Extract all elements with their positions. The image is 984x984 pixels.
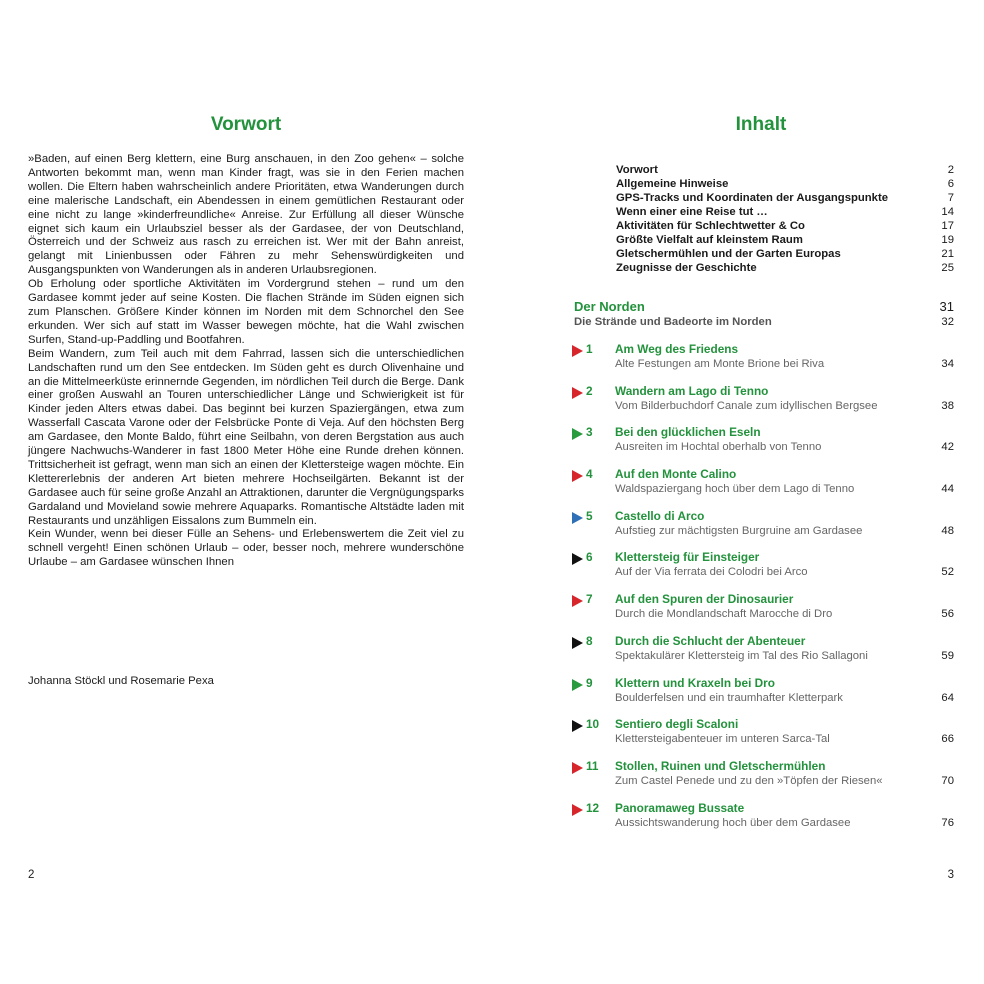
region-subtitle-row[interactable] <box>574 315 954 329</box>
tour-title: Castello di Arco <box>615 508 705 523</box>
toc-entry-title: Zeugnisse der Geschichte <box>616 262 757 274</box>
tour-page: 70 <box>941 774 954 787</box>
region-subtitle-page: 32 <box>941 316 954 328</box>
toc-general-list <box>616 163 954 275</box>
toc-entry[interactable] <box>616 177 954 191</box>
tour-page: 38 <box>941 399 954 412</box>
tour-page: 76 <box>941 816 954 829</box>
tour-page: 59 <box>941 649 954 662</box>
tour-title: Klettern und Kraxeln bei Dro <box>615 675 775 690</box>
region-section <box>574 299 954 329</box>
triangle-marker-icon <box>572 553 583 565</box>
tour-page: 42 <box>941 441 954 454</box>
tour-entry[interactable] <box>572 676 954 718</box>
toc-entry-page: 21 <box>941 248 954 260</box>
tour-entry[interactable] <box>572 801 954 843</box>
triangle-marker-icon <box>572 637 583 649</box>
tour-entry[interactable] <box>572 509 954 551</box>
region-title-row[interactable] <box>574 299 954 315</box>
triangle-marker-icon <box>572 387 583 399</box>
page-number-left: 2 <box>28 869 35 881</box>
foreword-paragraph: Ob Erholung oder sportliche Aktivitäten im Vordergrund stehen – rund um den Gardasee kommt jeder auf seine Kosten. Die flachen Strände im Süden eignen sich zum Planschen. Größere Kinder können im Norden mit dem Schnorchel den See erkunden. Wer sich auf statt im Wasser bewegen möchte, hat die Wahl zwischen Surfen, Stand-up-Paddling und Bootfahren. <box>28 278 464 346</box>
tour-list <box>572 342 954 842</box>
tour-number: 10 <box>586 717 600 732</box>
tour-description: Auf der Via ferrata dei Colodri bei Arco <box>615 566 808 579</box>
tour-entry[interactable] <box>572 634 954 676</box>
tour-entry[interactable] <box>572 384 954 426</box>
region-title: Der Norden <box>574 299 645 314</box>
tour-page: 48 <box>941 524 954 537</box>
toc-entry-title: Wenn einer eine Reise tut … <box>616 206 768 218</box>
toc-entry[interactable] <box>616 233 954 247</box>
tour-description: Waldspaziergang hoch über dem Lago di Tenno <box>615 483 855 496</box>
tour-number: 12 <box>586 800 600 815</box>
triangle-marker-icon <box>572 512 583 524</box>
page-number-right: 3 <box>947 869 954 881</box>
foreword-paragraph: Kein Wunder, wenn bei dieser Fülle an Sehens- und Erlebenswertem die Zeit viel zu schnell vergeht! Einen schönen Urlaub – oder, besser noch, mehrere wunderschöne Urlaube – am Gardasee wünschen Ihnen <box>28 528 464 569</box>
foreword-heading: Vorwort <box>210 114 282 135</box>
tour-page: 34 <box>941 358 954 370</box>
toc-entry[interactable] <box>616 191 954 205</box>
tour-number: 9 <box>586 675 593 690</box>
toc-entry[interactable] <box>616 219 954 233</box>
right-page <box>492 0 984 984</box>
triangle-marker-icon <box>572 470 583 482</box>
tour-number: 1 <box>586 342 593 356</box>
tour-description: Aufstieg zur mächtigsten Burgruine am Gardasee <box>615 524 863 537</box>
toc-entry-page: 17 <box>941 220 954 232</box>
tour-page: 64 <box>941 691 954 704</box>
region-subtitle: Die Strände und Badeorte im Norden <box>574 316 772 328</box>
tour-title: Sentiero degli Scaloni <box>615 717 739 732</box>
toc-entry[interactable] <box>616 261 954 275</box>
toc-entry-page: 19 <box>941 234 954 246</box>
tour-title: Panoramaweg Bussate <box>615 800 745 815</box>
tour-page: 66 <box>941 733 954 746</box>
toc-entry-page: 14 <box>941 206 954 218</box>
tour-entry[interactable] <box>572 467 954 509</box>
toc-entry-title: Gletschermühlen und der Garten Europas <box>616 248 841 260</box>
tour-number: 11 <box>586 758 599 773</box>
tour-title: Wandern am Lago di Tenno <box>615 383 769 398</box>
tour-number: 3 <box>586 425 593 440</box>
tour-entry[interactable] <box>572 425 954 467</box>
triangle-marker-icon <box>572 804 583 816</box>
toc-entry-title: Allgemeine Hinweise <box>616 178 729 190</box>
tour-title: Durch die Schlucht der Abenteuer <box>615 633 806 648</box>
signature: Johanna Stöckl und Rosemarie Pexa <box>28 675 214 687</box>
tour-page: 44 <box>941 483 954 496</box>
foreword-paragraph: »Baden, auf einen Berg klettern, eine Burg anschauen, in den Zoo gehen« – solche Antworten bekommt man, wenn man Kinder fragt, was sie in den Ferien machen wollen. Die Eltern haben wahrscheinlich andere Prioritäten, etwa Wanderungen durch eine malerische Landschaft, ein Abendessen in einem gemütlichen Restaurant oder eine nicht zu lange »kinderfreundliche« Anreise. Zur Erfüllung all dieser Wünsche eignet sich kaum ein Urlaubsziel besser als der Gardasee, der von Deutschland, Österreich und der Schweiz aus rasch zu erreichen ist. Wer mit der Bahn anreist, gelangt mit Linienbussen oder Fähren zu mehr Sehenswürdigkeiten und Ausgangspunkten von Wanderungen als in anderen Urlaubsregionen. <box>28 153 464 277</box>
tour-description: Zum Castel Penede und zu den »Töpfen der Riesen« <box>615 774 883 787</box>
tour-number: 6 <box>586 550 593 565</box>
tour-title: Auf den Spuren der Dinosaurier <box>615 592 794 607</box>
tour-title: Am Weg des Friedens <box>615 342 739 356</box>
triangle-marker-icon <box>572 679 583 691</box>
toc-entry-title: GPS-Tracks und Koordinaten der Ausgangspunkte <box>616 192 889 204</box>
tour-entry[interactable] <box>572 592 954 634</box>
toc-entry[interactable] <box>616 247 954 261</box>
tour-description: Alte Festungen am Monte Brione bei Riva <box>615 358 825 370</box>
toc-entry-page: 6 <box>947 178 954 190</box>
tour-title: Bei den glücklichen Eseln <box>615 425 761 440</box>
tour-title: Stollen, Ruinen und Gletschermühlen <box>615 758 826 773</box>
triangle-marker-icon <box>572 428 583 440</box>
tour-description: Klettersteigabenteuer im unteren Sarca-Tal <box>615 733 830 746</box>
triangle-marker-icon <box>572 720 583 732</box>
tour-description: Vom Bilderbuchdorf Canale zum idyllischen Bergsee <box>615 399 878 412</box>
tour-entry[interactable] <box>572 759 954 801</box>
contents-heading: Inhalt <box>735 114 787 135</box>
toc-entry-page: 2 <box>947 164 954 176</box>
triangle-marker-icon <box>572 345 583 357</box>
toc-entry-page: 7 <box>947 192 954 204</box>
tour-page: 52 <box>941 566 954 579</box>
toc-entry-title: Vorwort <box>616 164 658 176</box>
tour-number: 5 <box>586 508 593 523</box>
toc-entry[interactable] <box>616 163 954 177</box>
triangle-marker-icon <box>572 762 583 774</box>
tour-description: Durch die Mondlandschaft Marocche di Dro <box>615 608 833 621</box>
tour-title: Klettersteig für Einsteiger <box>615 550 760 565</box>
toc-entry[interactable] <box>616 205 954 219</box>
tour-entry[interactable] <box>572 717 954 759</box>
foreword-paragraph: Beim Wandern, zum Teil auch mit dem Fahrrad, lassen sich die unterschiedlichen Landschaften rund um den See entdecken. Im Süden geht es durch Olivenhaine und an die Mittelmeerküste erinnernde Gegenden, im nördlichen Teil durch die Berge. Dank einer großen Auswahl an Touren unterschiedlicher Länge und Schwierigkeit ist für Kinder jeden Alters etwas dabei. Das beginnt bei kurzen Spaziergängen, etwa zum Wasserfall Cascata Varone oder der Felsbrücke Ponte di Veja. Auf den höchsten Berg am Gardasee, den Monte Baldo, führt eine Seilbahn, von deren Bergstation aus auch jüngere Nachwuchs-Wanderer in fast 1800 Meter Höhe eine Runde drehen können. Trittsicherheit ist gefragt, wenn man sich an einen der Klettersteige wagen möchte. Ein Klettererlebnis der anderen Art bieten mehrere Hochseilgärten. Bekannt ist der Gardasee auch für seine große Anzahl an Attraktionen, darunter die Vergnügungsparks Gardaland und Movieland sowie mehrere Aquaparks. Romantische Altstädte laden mit Restaurants und unzähligen Eissalons zum Bummeln ein. <box>28 347 464 527</box>
tour-description: Spektakulärer Klettersteig im Tal des Rio Sallagoni <box>615 649 868 662</box>
tour-description: Aussichtswanderung hoch über dem Gardasee <box>615 816 851 829</box>
foreword-text <box>28 153 464 570</box>
toc-entry-title: Aktivitäten für Schlechtwetter & Co <box>616 220 805 232</box>
tour-entry[interactable] <box>572 550 954 592</box>
tour-description: Boulderfelsen und ein traumhafter Kletterpark <box>615 691 843 704</box>
tour-page: 56 <box>941 608 954 621</box>
tour-description: Ausreiten im Hochtal oberhalb von Tenno <box>615 441 822 454</box>
tour-number: 2 <box>586 383 593 398</box>
tour-number: 8 <box>586 633 593 648</box>
toc-entry-page: 25 <box>941 262 954 274</box>
triangle-marker-icon <box>572 595 583 607</box>
tour-number: 4 <box>586 467 593 482</box>
tour-entry[interactable] <box>572 342 954 384</box>
tour-number: 7 <box>586 592 593 607</box>
region-title-page: 31 <box>939 299 954 314</box>
toc-entry-title: Größte Vielfalt auf kleinstem Raum <box>616 234 803 246</box>
tour-title: Auf den Monte Calino <box>615 467 737 482</box>
